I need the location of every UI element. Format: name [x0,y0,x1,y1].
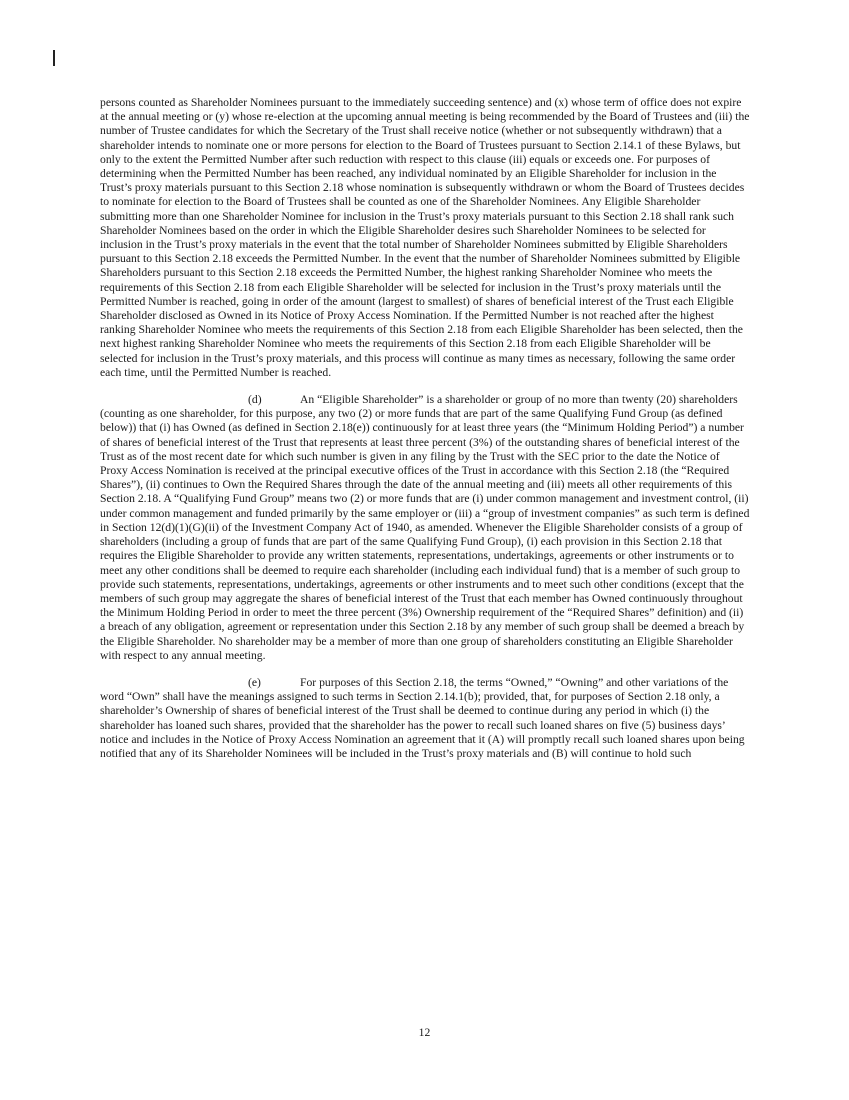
paragraph-d [100,393,750,663]
page-number: 12 [418,1026,431,1039]
paragraph-continuation [100,96,750,380]
paragraph-text: For purposes of this Section 2.18, the terms “Owned,” “Owning” and other variations of the word “Own” shall have the meanings assigned to such terms in Section 2.14.1(b); provided, that, for purposes of Section 2.18 only, a shareholder’s Ownership of shares of beneficial interest of the Trust shall be deemed to continue during any period in which (i) the shareholder has loaned such shares, provided that the shareholder has the power to recall such loaned shares on five (5) business days’ notice and includes in the Notice of Proxy Access Nomination an agreement that it (A) will promptly recall such loaned shares upon being notified that any of its Shareholder Nominees will be included in the Trust’s proxy materials and (B) will continue to hold such [100,675,745,760]
text-cursor-mark [53,50,55,66]
paragraph-text: An “Eligible Shareholder” is a shareholder or group of no more than twenty (20) shareholders (counting as one shareholder, for this purpose, any two (2) or more funds that are part of the same Qualifying Fund Group (as defined below)) that (i) has Owned (as defined in Section 2.18(e)) continuously for at least three years (the “Minimum Holding Period”) a number of shares of beneficial interest of the Trust that represents at least three percent (3%) of the outstanding shares of beneficial interest of the Trust as of the most recent date for which such number is given in any filing by the Trust with the SEC prior to the date the Notice of Proxy Access Nomination is received at the principal executive offices of the Trust in accordance with this Section 2.18 (the “Required Shares”), (ii) continues to Own the Required Shares through the date of the annual meeting and (iii) meets all other requirements of this Section 2.18. A “Qualifying Fund Group” means two (2) or more funds that are (i) under common management and investment control, (ii) under common management and funded primarily by the same employer or (iii) a “group of investment companies” as such term is defined in Section 12(d)(1)(G)(ii) of the Investment Company Act of 1940, as amended. Whenever the Eligible Shareholder consists of a group of shareholders (including a group of funds that are part of the same Qualifying Fund Group), (i) each provision in this Section 2.18 that requires the Eligible Shareholder to provide any written statements, representations, undertakings, agreements or other instruments or to meet any other conditions shall be deemed to require each shareholder (including each individual fund) that is a member of such group to provide such statements, representations, undertakings, agreements or other instruments and to meet such other conditions (except that the members of such group may aggregate the shares of beneficial interest of the Trust that each member has Owned continuously throughout the Minimum Holding Period in order to meet the three percent (3%) Ownership requirement of the “Required Shares” definition) and (ii) a breach of any obligation, agreement or representation under this Section 2.18 by any member of such group shall be deemed a breach by the Eligible Shareholder. No shareholder may be a member of more than one group of shareholders constituting an Eligible Shareholder with respect to any annual meeting. [100,393,750,662]
paragraph-label: (d) [248,393,262,407]
paragraph-text: persons counted as Shareholder Nominees pursuant to the immediately succeeding sentence) and (x) whose term of office does not expire at the annual meeting or (y) whose re-election at the upcoming annual meeting is being recommended by the Board of Trustees and (iii) the number of Trustee candidates for which the Secretary of the Trust shall receive notice (whether or not subsequently withdrawn) that a shareholder intends to nominate one or more persons for election to the Board of Trustees pursuant to Section 2.14.1 of these Bylaws, but only to the extent the Permitted Number after such reduction with respect to this clause (iii) equals or exceeds one. For purposes of determining when the Permitted Number has been reached, any individual nominated by an Eligible Shareholder for inclusion in the Trust’s proxy materials pursuant to this Section 2.18 whose nomination is subsequently withdrawn or whom the Board of Trustees decides to nominate for election to the Board of Trustees shall be counted as one of the Shareholder Nominees. Any Eligible Shareholder submitting more than one Shareholder Nominee for inclusion in the Trust’s proxy materials pursuant to this Section 2.18 shall rank such Shareholder Nominees based on the order in which the Eligible Shareholder desires such Shareholder Nominees to be selected for inclusion in the Trust’s proxy materials in the event that the total number of Shareholder Nominees submitted by Eligible Shareholders pursuant to this Section 2.18 exceeds the Permitted Number. In the event that the number of Shareholder Nominees submitted by Eligible Shareholders pursuant to this Section 2.18 exceeds the Permitted Number, the highest ranking Shareholder Nominee who meets the requirements of this Section 2.18 from each Eligible Shareholder will be selected for inclusion in the Trust’s proxy materials until the Permitted Number is reached, going in order of the amount (largest to smallest) of shares of beneficial interest of the Trust each Eligible Shareholder disclosed as Owned in its Notice of Proxy Access Nomination. If the Permitted Number is not reached after the highest ranking Shareholder Nominee who meets the requirements of this Section 2.18 from each Eligible Shareholder has been selected, then the next highest ranking Shareholder Nominee who meets the requirements of this Section 2.18 from each Eligible Shareholder will be selected for inclusion in the Trust’s proxy materials, and this process will continue as many times as necessary, following the same order each time, until the Permitted Number is reached. [100,96,750,379]
body-text [100,96,750,761]
paragraph-label: (e) [248,675,261,689]
paragraph-e [100,676,750,761]
